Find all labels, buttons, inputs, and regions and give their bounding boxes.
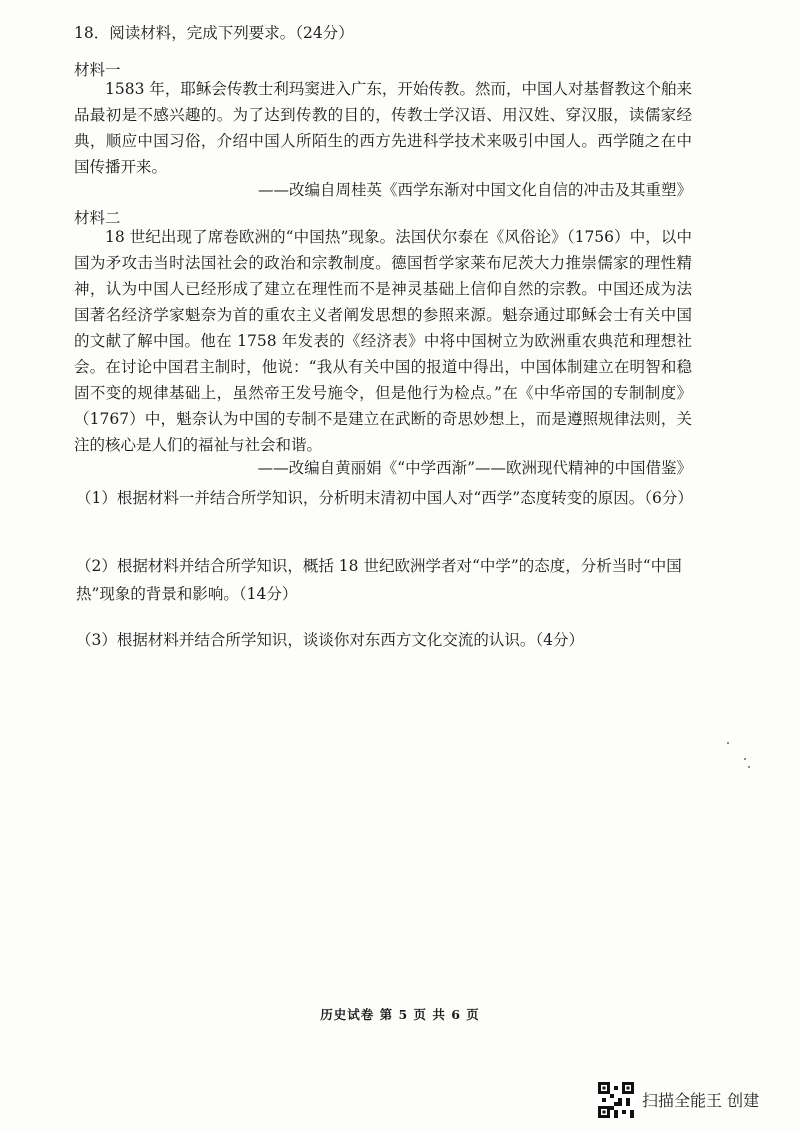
material1-source: ——改编自周桂英《西学东渐对中国文化自信的冲击及其重塑》 [257,181,692,199]
sub-question-2: （2）根据材料并结合所学知识，概括 18 世纪欧洲学者对“中学”的态度，分析当时“中国热”现象的背景和影响。（14分） [76,557,682,603]
question-title: 18．阅读材料，完成下列要求。（24分） [74,24,354,42]
material1-label: 材料一 [74,61,121,79]
scan-speck [727,742,729,744]
qr-code-icon [598,1082,634,1118]
material2-label: 材料二 [74,209,121,227]
material1-text: 1583 年，耶稣会传教士利玛窦进入广东，开始传教。然而，中国人对基督教这个舶来品最初是不感兴趣的。为了达到传教的目的，传教士学汉语、用汉姓、穿汉服，读儒家经典，顺应中国习俗，介绍中国人所陌生的西方先进科学技术来吸引中国人。西学随之在中国传播开来。 [74,80,692,176]
sub-question-1: （1）根据材料一并结合所学知识，分析明末清初中国人对“西学”态度转变的原因。（6分） [76,489,693,507]
scan-speck [744,758,746,760]
scan-speck [748,766,750,768]
page-footer: 历史试卷 第 5 页 共 6 页 [320,1007,480,1022]
sub-question-3: （3）根据材料并结合所学知识，谈谈你对东西方文化交流的认识。（4分） [76,631,584,649]
scanner-watermark: 扫描全能王 创建 [642,1091,760,1110]
material2-source: ——改编自黄丽娟《“中学西渐”——欧洲现代精神的中国借鉴》 [257,459,692,477]
material2-text: 18 世纪出现了席卷欧洲的“中国热”现象。法国伏尔泰在《风俗论》（1756）中，以中国为矛攻击当时法国社会的政治和宗教制度。德国哲学家莱布尼茨大力推崇儒家的理性精神，认为中国人已经形成了建立在理性而不是神灵基础上信仰自然的宗教。中国还成为法国著名经济学家魁奈为首的重农主义者阐发思想的参照来源。魁奈通过耶稣会士有关中国的文献了解中国。他在 1758 年发表的《经济表》中将中国树立为欧洲重农典范和理想社会。在讨论中国君主制时，他说：“我从有关中国的报道中得出，中国体制建立在明智和稳固不变的规律基础上，虽然帝王发号施令，但是他行为检点。”在《中华帝国的专制制度》（1767）中，魁奈认为中国的专制不是建立在武断的奇思妙想上，而是遵照规律法则，关注的核心是人们的福祉与社会和谐。 [74,228,692,454]
